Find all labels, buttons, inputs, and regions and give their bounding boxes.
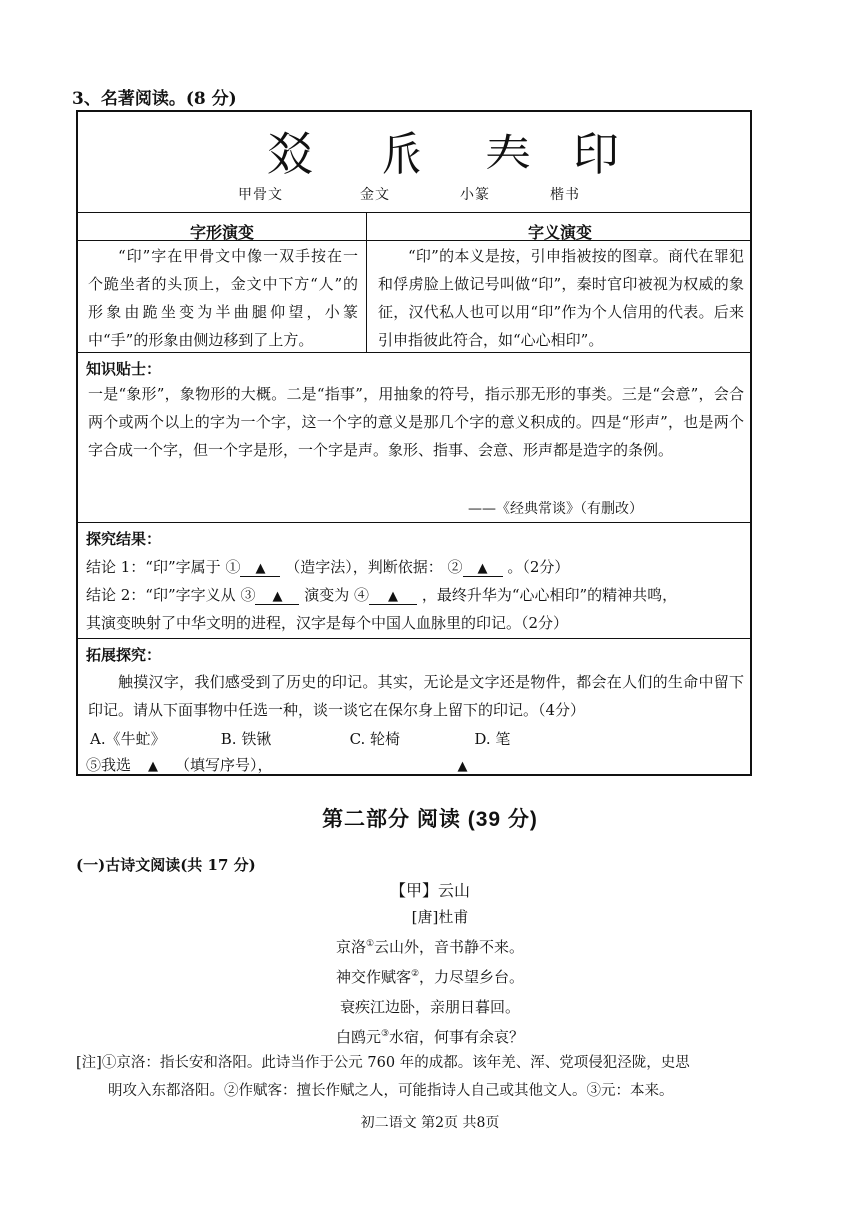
section-subtitle: (一)古诗文阅读(共 17 分) xyxy=(76,856,256,874)
seal-glyph: 𡗗 xyxy=(485,127,531,181)
note-line-1: [注]①京洛：指长安和洛阳。此诗当作于公元 760 年的成都。该年羌、浑、党项侵犯泾陇，史思 xyxy=(76,1055,690,1071)
divider xyxy=(78,352,750,353)
meaning-header: 字义演变 xyxy=(527,223,592,242)
poem-title: 【甲】云山 xyxy=(389,881,470,900)
extension-text: 触摸汉字，我们感受到了历史的印记。其实，无论是文字还是物件，都会在人们的生命中留下印记。请从下面事物中任选一种，谈一谈它在保尔身上留下的印记。（4分） xyxy=(88,673,744,719)
label-oracle: 甲骨文 xyxy=(238,187,283,203)
poem-line: 白鸥元③水宿，何事有余哀？ xyxy=(335,1028,525,1046)
option-c[interactable]: C. 轮椅 xyxy=(349,730,401,748)
label-seal: 小篆 xyxy=(460,187,490,203)
divider xyxy=(78,240,750,241)
question-title: 3、名著阅读。(8 分) xyxy=(72,89,237,109)
conclusion-1: 结论 1：“印”字属于 ① ▲ （造字法），判断依据： ② ▲ 。（2分） xyxy=(86,558,570,576)
shape-text: “印”字在甲骨文中像一双手按在一个跪坐者的头顶上，金文中下方“人”的形象由跪坐变为半曲腿仰望，小篆中“手”的形象由侧边移到了上方。 xyxy=(88,247,358,349)
triangle-icon: ▲ xyxy=(457,759,468,774)
triangle-icon: ▲ xyxy=(388,589,399,604)
extension-title: 拓展探究： xyxy=(86,646,162,664)
page-footer: 初二语文 第2页 共8页 xyxy=(360,1115,500,1131)
select-row: ⑤我选 ▲ （填写序号）， ▲ xyxy=(86,754,643,775)
divider xyxy=(78,522,750,523)
option-a[interactable]: A.《牛虻》 xyxy=(90,730,166,748)
knowledge-title: 知识贴士： xyxy=(86,360,162,378)
answer-blank-1[interactable] xyxy=(240,558,280,577)
option-d[interactable]: D. 笔 xyxy=(474,730,511,748)
divider xyxy=(78,638,750,639)
options-row xyxy=(86,728,554,749)
reading-box xyxy=(76,110,752,776)
reason-blank[interactable] xyxy=(283,756,643,775)
answer-blank-2[interactable] xyxy=(463,558,503,577)
shape-header: 字形演变 xyxy=(189,223,254,242)
knowledge-source: ——《经典常谈》（有删改） xyxy=(468,501,643,517)
poem-author: [唐]杜甫 xyxy=(411,908,469,926)
select-blank[interactable] xyxy=(131,756,175,775)
option-b[interactable]: B. 铁锹 xyxy=(220,730,272,748)
poem-line: 衰疾江边卧，亲朋日暮回。 xyxy=(339,998,520,1016)
triangle-icon: ▲ xyxy=(255,561,266,576)
label-bronze: 金文 xyxy=(360,187,390,203)
triangle-icon: ▲ xyxy=(477,561,488,576)
oracle-glyph: 㸚 xyxy=(267,127,313,181)
poem-line: 京洛①云山外，音书静不来。 xyxy=(335,938,525,956)
meaning-text: “印”的本义是按，引申指被按的图章。商代在罪犯和俘虏脸上做记号叫做“印”，秦时官印被视为权威的象征，汉代私人也可以用“印”作为个人信用的代表。后来引申指彼此符合，如“心心相印”。 xyxy=(378,247,744,349)
triangle-icon: ▲ xyxy=(272,589,283,604)
label-regular: 楷书 xyxy=(550,187,580,203)
regular-glyph: 印 xyxy=(573,127,619,181)
answer-blank-4[interactable] xyxy=(369,586,417,605)
answer-blank-3[interactable] xyxy=(255,586,299,605)
note-line-2: 明攻入东都洛阳。②作赋客：擅长作赋之人，可能指诗人自己或其他文人。③元：本来。 xyxy=(108,1083,674,1099)
conclusion-2: 结论 2：“印”字字义从 ③ ▲ 演变为 ④ ▲ ，最终升华为“心心相印”的精神共鸣， xyxy=(86,586,678,604)
knowledge-text: 一是“象形”，象物形的大概。二是“指事”，用抽象的符号，指示那无形的事类。三是“会意”，会合两个或两个以上的字为一个字，这一个字的意义是那几个字的意义积成的。四是“形声”，也是两个字合成一个字，但一个字是形，一个字是声。象形、指事、会意、形声都是造字的条例。 xyxy=(88,385,744,459)
triangle-icon: ▲ xyxy=(148,759,159,774)
conclusion-2-cont: 其演变映射了中华文明的进程，汉字是每个中国人血脉里的印记。（2分） xyxy=(86,614,569,632)
part2-title: 第二部分 阅读 (39 分) xyxy=(322,808,538,831)
poem-line: 神交作赋客②，力尽望乡台。 xyxy=(335,968,525,986)
column-divider xyxy=(366,212,367,352)
bronze-glyph: 𠂢 xyxy=(379,127,425,181)
divider xyxy=(78,212,750,213)
results-title: 探究结果： xyxy=(86,530,162,548)
